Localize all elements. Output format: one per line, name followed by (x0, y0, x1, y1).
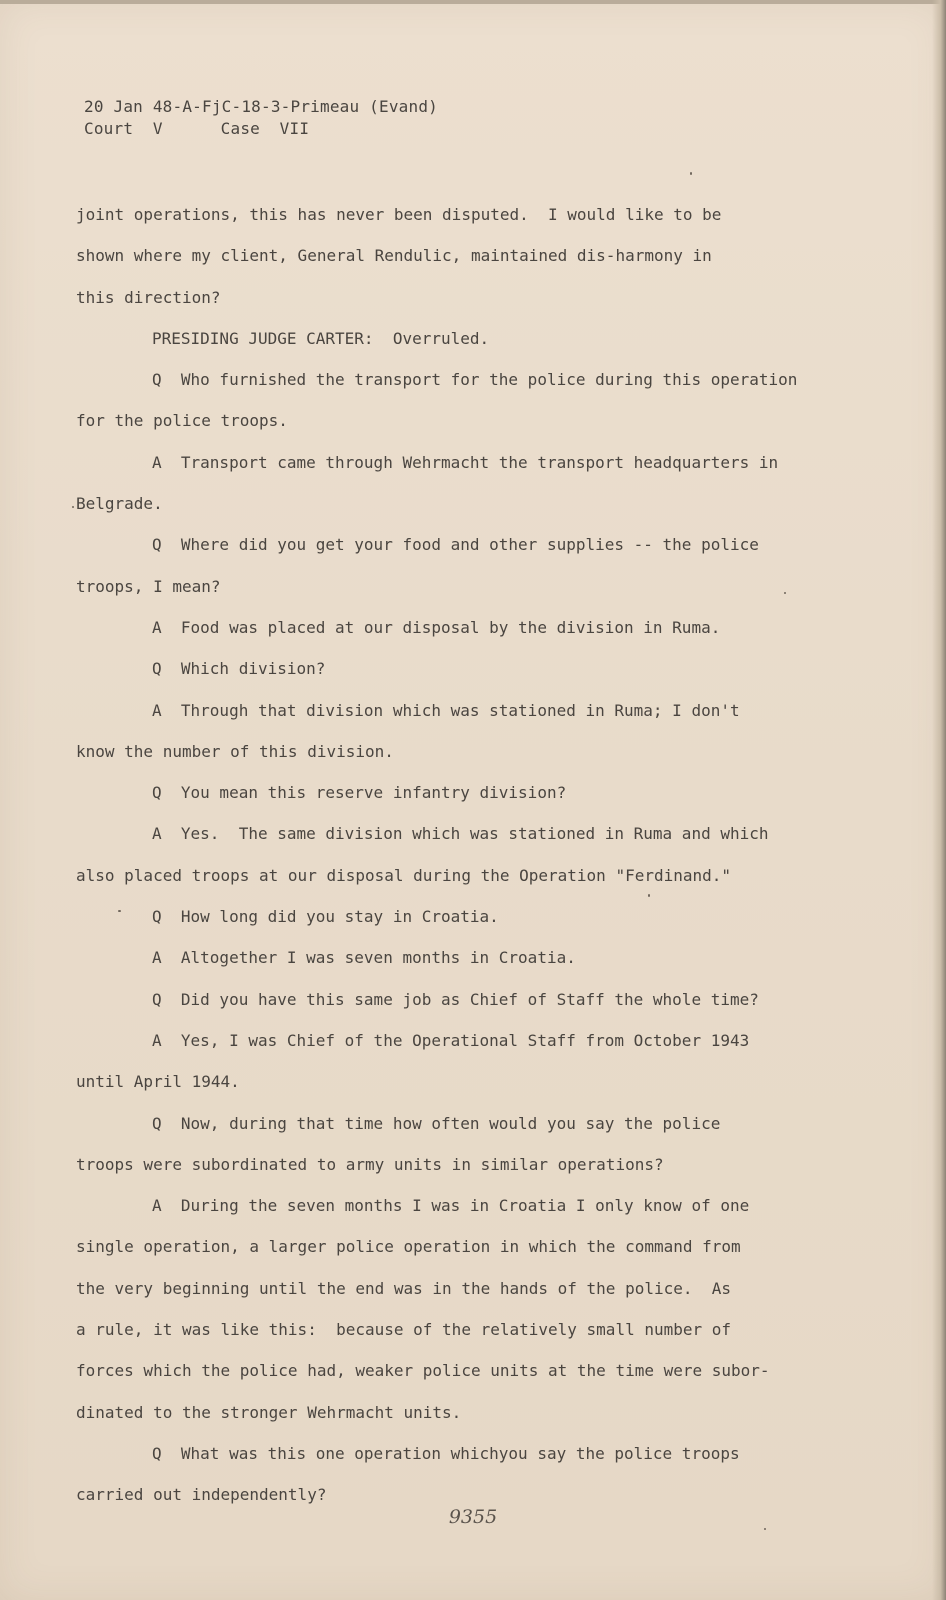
transcript-line: Q What was this one operation whichyou say the police troops (152, 1443, 740, 1463)
transcript-line: A Yes, I was Chief of the Operational Staff from October 1943 (152, 1030, 750, 1050)
transcript-line: know the number of this division. (76, 741, 394, 761)
transcript-line: Q How long did you stay in Croatia. (152, 907, 499, 927)
transcript-line: troops were subordinated to army units in similar operations? (76, 1154, 664, 1174)
transcript-line: a rule, it was like this: because of the relatively small number of (76, 1320, 732, 1340)
transcript-line: A During the seven months I was in Croatia I only know of one (152, 1196, 750, 1216)
transcript-line: Q Did you have this same job as Chief of Staff the whole time? (152, 989, 759, 1009)
transcript-line: dinated to the stronger Wehrmacht units. (76, 1402, 462, 1422)
transcript-body (76, 194, 856, 1516)
transcript-line: for the police troops. (76, 411, 288, 431)
paper-speck (690, 172, 692, 175)
paper-speck (72, 506, 74, 508)
transcript-line: Q You mean this reserve infantry division? (152, 783, 567, 803)
paper-speck (764, 1528, 766, 1530)
transcript-line: Q Who furnished the transport for the police during this operation (152, 370, 798, 390)
transcript-line: Q Now, during that time how often would you say the police (152, 1113, 721, 1133)
header-court-case (84, 118, 438, 140)
transcript-line: A Transport came through Wehrmacht the transport headquarters in (152, 452, 779, 472)
transcript-line: A Food was placed at our disposal by the division in Ruma. (152, 617, 721, 637)
transcript-line: PRESIDING JUDGE CARTER: Overruled. (152, 328, 490, 348)
transcript-line: also placed troops at our disposal during the Operation "Ferdinand." (76, 865, 732, 885)
page-number: 9355 (448, 1506, 498, 1528)
transcript-line: until April 1944. (76, 1072, 240, 1092)
transcript-line: A Altogether I was seven months in Croatia. (152, 948, 576, 968)
transcript-line: the very beginning until the end was in the hands of the police. As (76, 1278, 732, 1298)
page-top-edge (0, 0, 946, 4)
transcript-line: shown where my client, General Rendulic, maintained dis-harmony in (76, 246, 712, 266)
transcript-line: troops, I mean? (76, 576, 221, 596)
transcript-line: single operation, a larger police operation in which the command from (76, 1237, 741, 1257)
transcript-line: A Through that division which was stationed in Ruma; I don't (152, 700, 740, 720)
paper-speck (118, 910, 121, 912)
transcript-line: joint operations, this has never been disputed. I would like to be (76, 205, 722, 224)
transcript-line: carried out independently? (76, 1485, 327, 1505)
page-right-edge (932, 0, 946, 1600)
transcript-line: Q Where did you get your food and other supplies -- the police (152, 535, 759, 555)
header-court: Court V (84, 119, 163, 138)
paper-speck (648, 894, 650, 897)
transcript-line: Belgrade. (76, 494, 163, 514)
transcript-line: this direction? (76, 287, 221, 307)
header-case: Case VII (220, 119, 310, 138)
transcript-line: forces which the police had, weaker police units at the time were subor- (76, 1361, 770, 1381)
transcript-header (84, 96, 438, 140)
paper-speck (784, 592, 786, 594)
transcript-line: A Yes. The same division which was stationed in Ruma and which (152, 824, 769, 844)
transcript-line: Q Which division? (152, 659, 326, 679)
header-line: 20 Jan 48-A-FjC-18-3-Primeau (Evand) (84, 97, 438, 116)
